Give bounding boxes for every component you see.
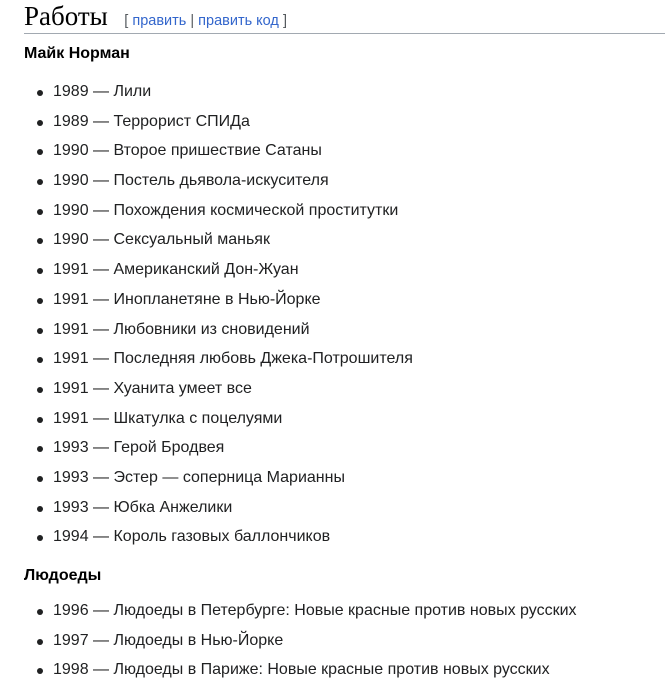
section-title: Работы	[24, 1, 108, 31]
list-item-text: 1993 — Юбка Анжелики	[53, 498, 233, 516]
bullet-icon	[37, 357, 43, 363]
bullet-icon	[37, 120, 43, 126]
subheading-cannibals: Людоеды	[24, 567, 102, 584]
list-item-text: 1991 — Последняя любовь Джека-Потрошителя	[53, 350, 413, 368]
works-list-cannibals	[0, 601, 577, 690]
list-item-text: 1990 — Сексуальный маньяк	[53, 231, 270, 249]
works-list-mike-norman	[0, 82, 413, 557]
edit-divider: |	[190, 13, 195, 29]
bullet-icon	[37, 90, 43, 96]
list-item	[0, 438, 413, 468]
list-item	[0, 379, 413, 409]
list-item	[0, 349, 413, 379]
list-item-text: 1991 — Инопланетяне в Нью-Йорке	[53, 290, 321, 308]
list-item	[0, 320, 413, 350]
list-item-text: 1991 — Американский Дон-Жуан	[53, 261, 299, 279]
list-item	[0, 660, 577, 690]
bullet-icon	[37, 476, 43, 482]
list-item	[0, 230, 413, 260]
bullet-icon	[37, 639, 43, 645]
edit-close-bracket: ]	[282, 13, 287, 29]
list-item-text: 1990 — Второе пришествие Сатаны	[53, 142, 322, 160]
list-item-text: 1993 — Эстер — соперница Марианны	[53, 468, 345, 486]
list-item-text: 1994 — Король газовых баллончиков	[53, 528, 331, 546]
list-item-text: 1990 — Постель дьявола-искусителя	[53, 172, 329, 190]
list-item	[0, 112, 413, 142]
list-item-text: 1998 — Людоеды в Париже: Новые красные против новых русских	[53, 661, 550, 679]
bullet-icon	[37, 328, 43, 334]
list-item	[0, 290, 413, 320]
bullet-icon	[37, 179, 43, 185]
list-item	[0, 82, 413, 112]
list-item	[0, 527, 413, 557]
bullet-icon	[37, 417, 43, 423]
list-item	[0, 601, 577, 631]
edit-open-bracket: [	[124, 13, 129, 29]
list-item	[0, 498, 413, 528]
bullet-icon	[37, 209, 43, 215]
edit-link[interactable]: править	[132, 13, 187, 29]
bullet-icon	[37, 609, 43, 615]
bullet-icon	[37, 387, 43, 393]
list-item-text: 1989 — Лили	[53, 83, 152, 100]
list-item-text: 1991 — Шкатулка с поцелуями	[53, 409, 283, 427]
list-item-text: 1990 — Похождения космической проститутки	[53, 201, 399, 219]
list-item	[0, 171, 413, 201]
bullet-icon	[37, 446, 43, 452]
list-item-text: 1997 — Людоеды в Нью-Йорке	[53, 631, 284, 649]
bullet-icon	[37, 149, 43, 155]
bullet-icon	[37, 506, 43, 512]
bullet-icon	[37, 535, 43, 541]
list-item	[0, 468, 413, 498]
edit-code-link[interactable]: править код	[198, 13, 279, 29]
bullet-icon	[37, 268, 43, 274]
list-item	[0, 201, 413, 231]
list-item-text: 1993 — Герой Бродвея	[53, 439, 225, 457]
section-heading	[24, 0, 665, 34]
list-item-text: 1991 — Хуанита умеет все	[53, 379, 252, 397]
list-item-text: 1991 — Любовники из сновидений	[53, 320, 310, 338]
list-item-text: 1996 — Людоеды в Петербурге: Новые красные против новых русских	[53, 602, 577, 619]
bullet-icon	[37, 238, 43, 244]
list-item-text: 1989 — Террорист СПИДа	[53, 112, 250, 130]
edit-section-links	[124, 13, 287, 29]
subheading-mike-norman: Майк Норман	[24, 45, 130, 62]
bullet-icon	[37, 668, 43, 674]
list-item	[0, 141, 413, 171]
list-item	[0, 409, 413, 439]
list-item	[0, 631, 577, 661]
list-item	[0, 260, 413, 290]
bullet-icon	[37, 298, 43, 304]
